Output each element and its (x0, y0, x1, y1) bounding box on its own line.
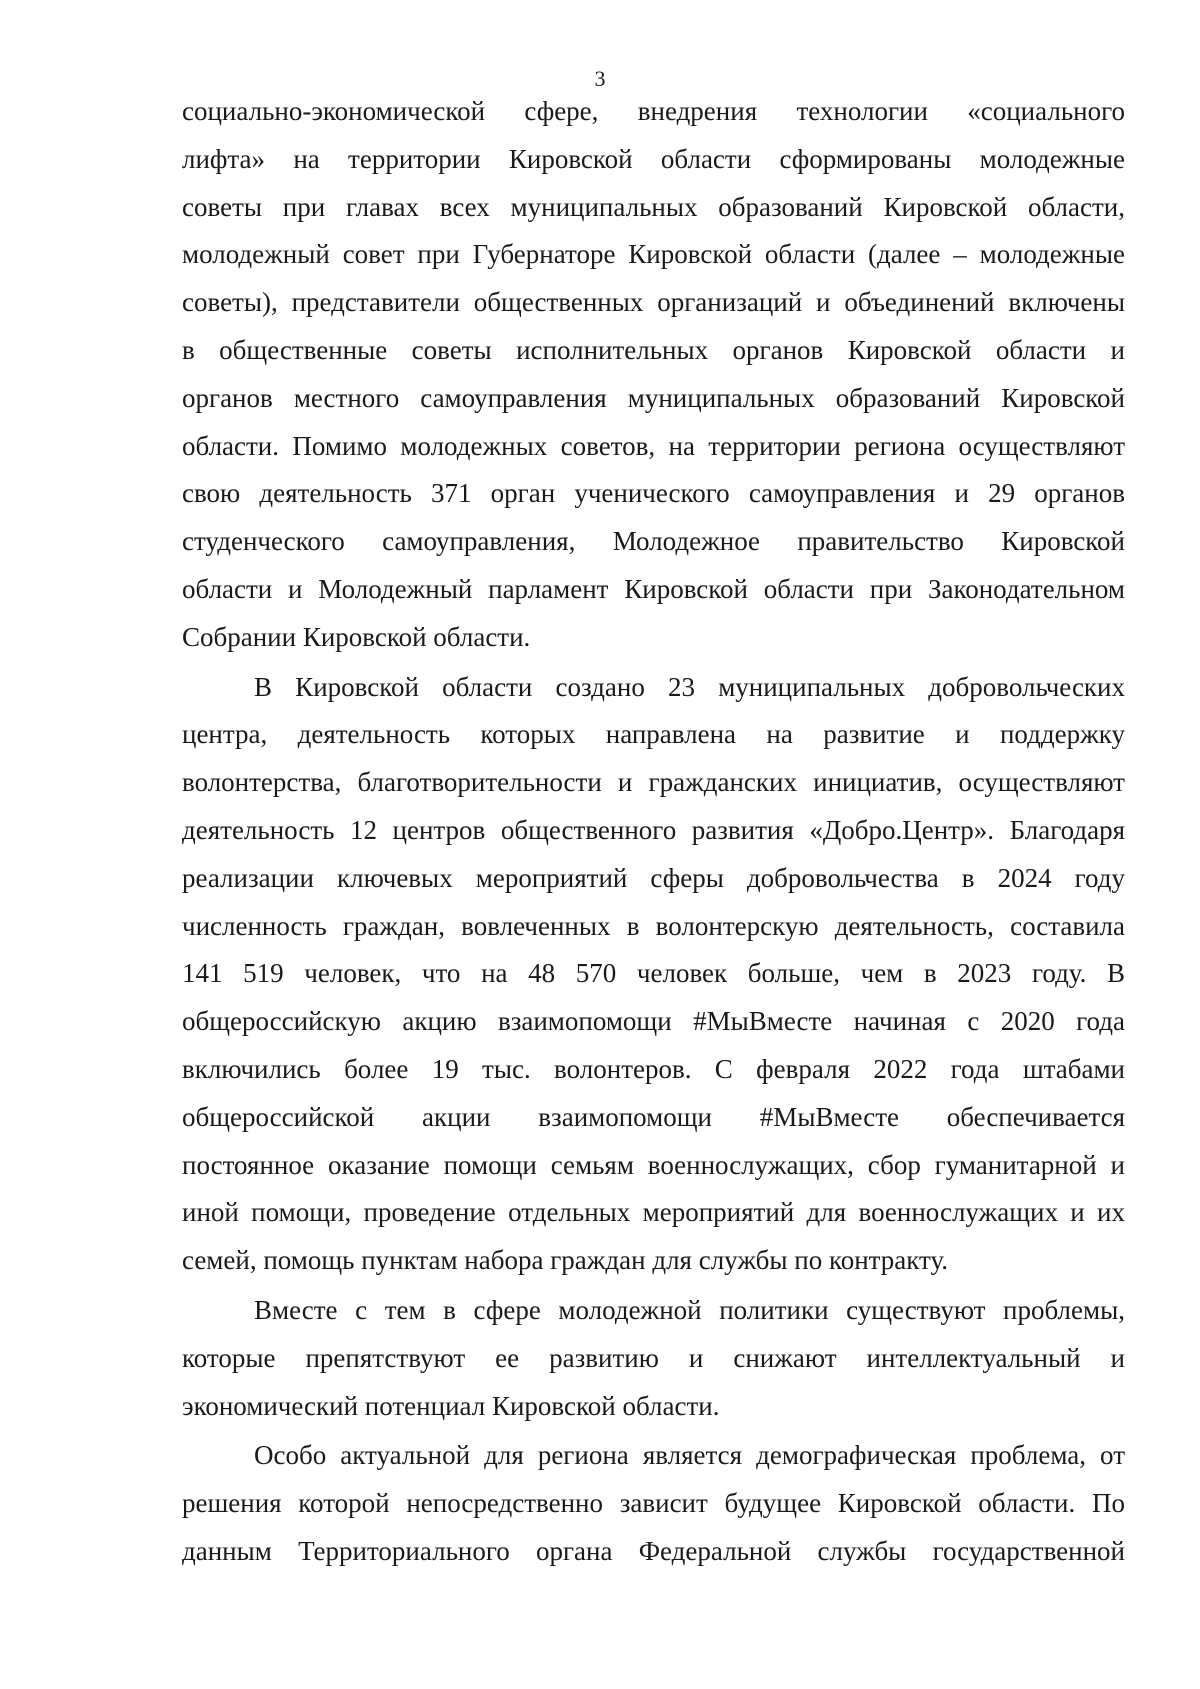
text-line: деятельность 12 центров общественного развития «Добро.Центр». Благодаря (182, 814, 1125, 845)
text-line: данным Территориального органа Федеральной службы государственной (182, 1535, 1125, 1566)
text-line: советы при главах всех муниципальных образований Кировской области, (182, 191, 1125, 222)
text-line: студенческого самоуправления, Молодежное правительство Кировской (182, 526, 1125, 557)
text-line: общероссийскую акцию взаимопомощи #МыВместе начиная с 2020 года (182, 1006, 1125, 1037)
text-line: общероссийской акции взаимопомощи #МыВместе обеспечивается (182, 1101, 1125, 1132)
page-number: 3 (594, 66, 606, 91)
text-line: социально-экономической сфере, внедрения технологии «социального (182, 96, 1125, 126)
text-line: семей, помощь пунктам набора граждан для службы по контракту. (182, 1245, 949, 1276)
text-line: Вместе с тем в сфере молодежной политики существуют проблемы, (254, 1294, 1125, 1325)
text-line: в общественные советы исполнительных органов Кировской области и (182, 334, 1125, 365)
text-line: молодежный совет при Губернаторе Кировской области (далее – молодежные (182, 239, 1125, 270)
text-line: Собрании Кировской области. (182, 621, 531, 652)
text-line: экономический потенциал Кировской области. (182, 1390, 720, 1421)
paragraph-volunteer-centers (182, 664, 1125, 1285)
text-line: постоянное оказание помощи семьям военнослужащих, сбор гуманитарной и (182, 1149, 1125, 1180)
text-line: области. Помимо молодежных советов, на территории региона осуществляют (182, 430, 1125, 461)
paragraph-youth-councils (182, 88, 1125, 662)
document-body (182, 88, 1125, 1576)
text-line: 141 519 человек, что на 48 570 человек больше, чем в 2023 году. В (182, 958, 1125, 989)
text-line: советы), представители общественных организаций и объединений включены (182, 287, 1125, 318)
text-line: свою деятельность 371 орган ученического самоуправления и 29 органов (182, 478, 1125, 509)
text-line: органов местного самоуправления муниципальных образований Кировской (182, 382, 1125, 413)
text-line: решения которой непосредственно зависит будущее Кировской области. По (182, 1488, 1125, 1519)
text-line: которые препятствуют ее развитию и снижают интеллектуальный и (182, 1342, 1125, 1373)
paragraph-demographics (182, 1432, 1125, 1575)
text-line: волонтерства, благотворительности и гражданских инициатив, осуществляют (182, 767, 1125, 798)
text-line: Особо актуальной для региона является демографическая проблема, от (254, 1440, 1125, 1471)
text-line: иной помощи, проведение отдельных мероприятий для военнослужащих и их (182, 1197, 1125, 1228)
text-line: реализации ключевых мероприятий сферы добровольчества в 2024 году (182, 862, 1125, 893)
text-line: лифта» на территории Кировской области сформированы молодежные (182, 143, 1125, 174)
text-line: численность граждан, вовлеченных в волонтерскую деятельность, составила (182, 910, 1125, 941)
text-line: области и Молодежный парламент Кировской области при Законодательном (182, 573, 1125, 604)
paragraph-problems (182, 1287, 1125, 1430)
text-line: центра, деятельность которых направлена на развитие и поддержку (182, 719, 1125, 750)
text-line: включились более 19 тыс. волонтеров. С февраля 2022 года штабами (182, 1053, 1125, 1084)
text-line: В Кировской области создано 23 муниципальных добровольческих (254, 671, 1125, 702)
